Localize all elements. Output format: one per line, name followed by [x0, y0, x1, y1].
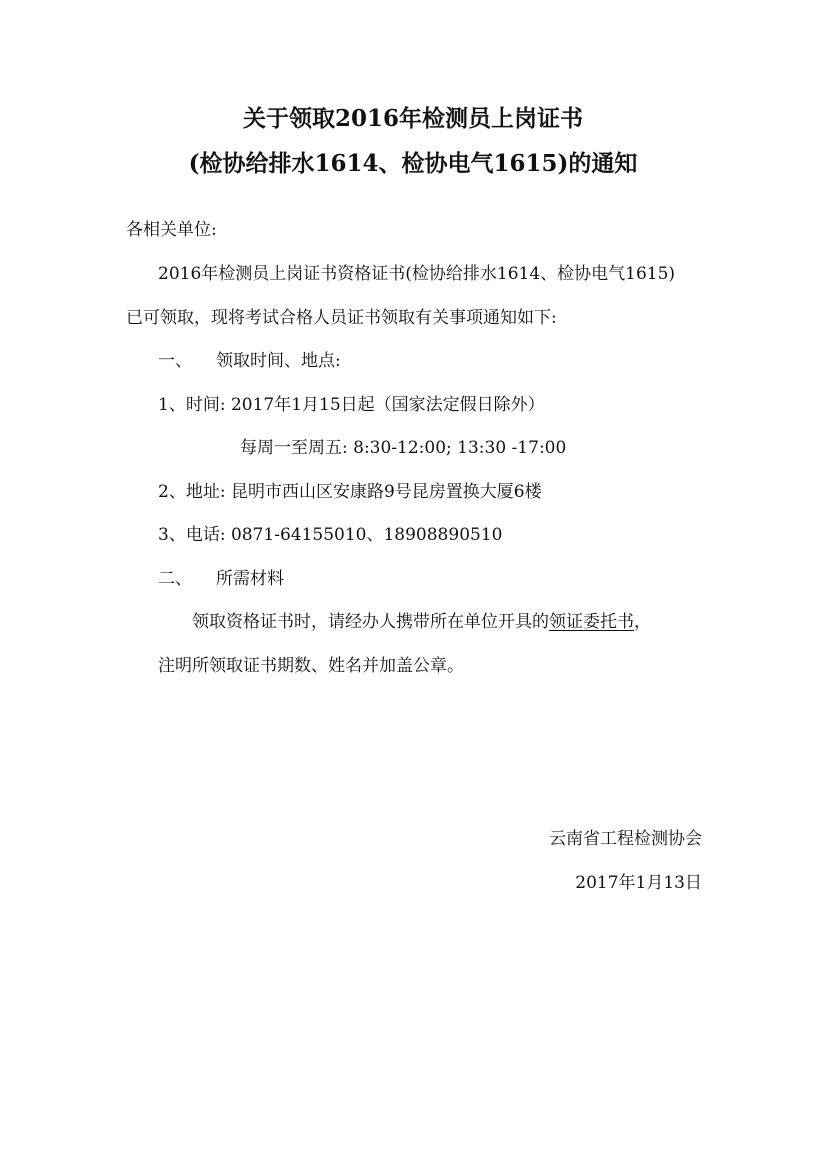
item-phone: 3、电话: 0871-64155010、18908890510	[158, 525, 503, 545]
materials-comma: ，	[634, 612, 651, 632]
item-address: 2、地址: 昆明市西山区安康路9号昆房置换大厦6楼	[158, 482, 542, 502]
intro-line-2: 已可领取，现将考试合格人员证书领取有关事项通知如下:	[126, 308, 557, 328]
materials-line-2: 注明所领取证书期数、姓名并加盖公章。	[158, 656, 464, 676]
section-2-heading: 所需材料	[216, 569, 284, 589]
item-hours: 每周一至周五: 8:30-12:00; 13:30 -17:00	[240, 438, 567, 458]
title-line-1: 关于领取2016年检测员上岗证书	[242, 105, 583, 132]
materials-line-1	[192, 610, 651, 634]
title-line-2: (检协给排水1614、检协电气1615)的通知	[188, 150, 638, 177]
section-1-number: 一、	[158, 351, 192, 371]
materials-text: 领取资格证书时，请经办人携带所在单位开具的	[192, 612, 549, 632]
section-1-heading: 领取时间、地点:	[216, 351, 341, 371]
signature-org: 云南省工程检测协会	[549, 829, 702, 849]
intro-line-1: 2016年检测员上岗证书资格证书(检协给排水1614、检协电气1615)	[158, 264, 676, 284]
signature-date: 2017年1月13日	[575, 873, 702, 893]
salutation: 各相关单位:	[126, 220, 217, 240]
authorization-letter: 领证委托书	[549, 612, 634, 632]
section-2-number: 二、	[158, 569, 192, 589]
item-time: 1、时间: 2017年1月15日起（国家法定假日除外）	[158, 395, 545, 415]
